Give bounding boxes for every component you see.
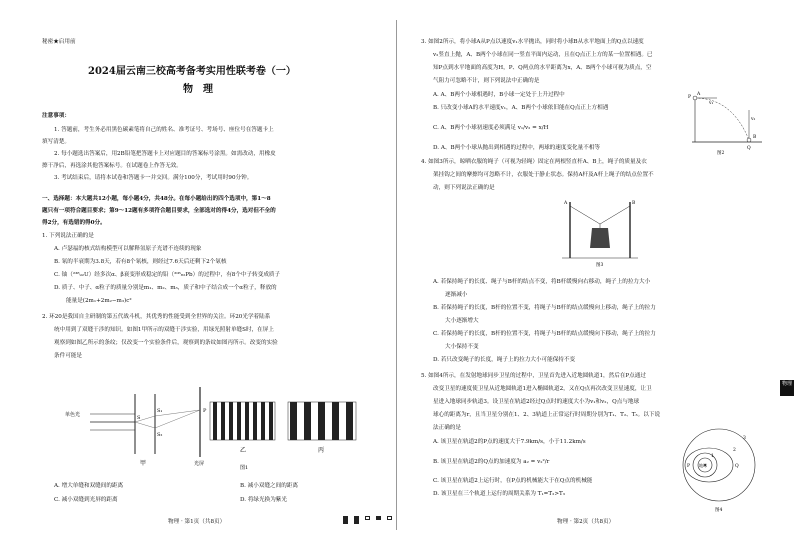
- q5-option-b: B. 该卫星在轨道2的Q点的加速度为 a₂ = v₂²/r: [433, 459, 550, 465]
- fig4-label: P: [687, 464, 691, 469]
- fig1-caption-bing: 丙: [318, 447, 325, 454]
- fig2-label: B: [753, 135, 757, 140]
- q5-option-d: D. 该卫星在三个轨道上运行的周期关系为 T₁=T₂>T₃: [433, 491, 566, 497]
- fig1-label: S₁: [157, 408, 163, 414]
- q1-option-a: A. 卢瑟福的核式结构模型可以解释氢原子光谱不连续的现象: [54, 246, 202, 252]
- q4-stem: 动，则下列说法正确的是: [433, 185, 495, 191]
- q3-stem: v₂竖直上抛，A、B两个小球在同一竖直平面内运动，且在Q点正上方的某一位置相遇。已: [433, 52, 653, 58]
- q3-option-b: B. 只改变小球A的水平速度v₁，A、B两个小球依旧能在Q点正上方相遇: [433, 105, 609, 111]
- q4-option-a: A. 若保持绳子的长度、绳子与B杆的结点不变，将B杆缓慢向右移动，绳子上的拉力大小: [433, 279, 651, 285]
- footer-marks: [340, 516, 397, 524]
- footer-page-1: 物理 · 第1页（共8页）: [168, 519, 226, 525]
- fig1-caption-yi: 乙: [240, 447, 247, 454]
- fig2-label: v₁: [709, 101, 714, 106]
- fig2-label: Q: [747, 146, 751, 151]
- q2-option-b: B. 减小双缝之间的距离: [240, 483, 299, 489]
- q3-stem: 气阻力可忽略不计，则下列说法中正确的是: [433, 78, 540, 84]
- q4-option-c: C. 若保持绳子的长度，B杆的位置不变，将绳子与B杆的结点缓慢向下移动，绳子上的拉力: [433, 331, 656, 337]
- q4-option-d: D. 若只改变绳子的长度，绳子上的拉力大小可能保持不变: [433, 357, 576, 363]
- fig2-number: 图2: [717, 151, 725, 156]
- q4-stem: 架挂钩之间的摩擦均可忽略不计，衣服处于静止状态。保持A杆及A杆上绳子的结点位置不: [433, 172, 654, 178]
- q4-option-a-cont: 逐渐减小: [445, 292, 468, 298]
- q2-stem: 2. 环20是我国自主研制的第五代战斗机，其优秀的性能受到全世界的关注。环20光学着陆系: [42, 314, 271, 320]
- fringe-pattern-yi: [210, 402, 275, 454]
- q5-option-c: C. 该卫星在轨道2上运行时，在P点的机械能大于在Q点的机械能: [433, 478, 593, 484]
- secret-mark: 秘密★启用前: [42, 39, 76, 45]
- notice-line: 1. 答题前，考生务必用黑色碳素笔将自己的姓名、准考证号、考场号、座位号在答题卡上: [54, 127, 274, 133]
- fig1-number: 图1: [240, 465, 249, 471]
- q4-option-b: B. 若保持绳子的长度，B杆的位置不变，将绳子与B杆的结点缓慢向上移动，绳子上的拉力: [433, 305, 656, 311]
- section-heading: 题只有一项符合题目要求；第9～12题有多项符合题目要求，全部选对的得4分，选对但不全的: [42, 208, 276, 214]
- q5-stem: 改变卫星的速度使卫星从近地圆轨道1进入椭圆轨道2，又在Q点再次改变卫星速度，让卫: [433, 386, 652, 392]
- q2-stem: 观察到如图乙所示的条纹；仅改变一个实验条件后，观察到的条纹如图丙所示。改变的实验: [54, 340, 278, 346]
- q2-stem: 条件可能是: [54, 353, 82, 359]
- q4-option-c-cont: 大小保持不变: [445, 344, 479, 350]
- q1-option-c: C. 铀（²³⁸₉₂U）经多次α、β衰变形成稳定的铅（²⁰⁶₈₂Pb）的过程中，有8个中子转变成质子: [54, 272, 281, 278]
- fig3-label: A: [564, 201, 568, 206]
- section-heading: 一、选择题：本大题共12小题，每小题4分，共48分。在每小题给出的四个选项中，第1～8: [42, 196, 271, 202]
- q2-option-a: A. 增大单缝和双缝间的距离: [54, 483, 124, 489]
- fig3-label: B: [632, 201, 636, 206]
- fig3-number: 图3: [596, 263, 604, 268]
- figure-1: [60, 372, 360, 472]
- fig1-label: 光屏: [194, 461, 205, 467]
- q5-stem: 5. 如图4所示，在发射地球同步卫星的过程中，卫星首先进入近地圆轨道1，然后在P点通过: [421, 373, 646, 379]
- q2-option-d: D. 将绿光换为紫光: [240, 497, 287, 503]
- q3-stem: 知P点到水平地面的高度为H，P、Q两点的水平距离为x，A、B两个小球可视为质点，空: [433, 65, 652, 71]
- q1-option-d: D. 质子、中子、α粒子的质量分别是m₁、m₂、m₃，质子和中子结合成一个α粒子，释放的: [54, 285, 277, 291]
- fig4-label: 1: [711, 454, 714, 459]
- q3-option-d: D. A、B两个小球从抛出到相遇的过程中，两球的速度变化量不相等: [433, 145, 601, 151]
- q3-stem: 3. 如图2所示，将小球A从P点以速度v₁水平抛出，同时将小球B从水平地面上的Q点以速度: [421, 39, 644, 45]
- footer-page-2: 物理 · 第2页（共8页）: [557, 519, 615, 525]
- q1-stem: 1. 下列说法正确的是: [42, 233, 94, 239]
- fig4-label: 地球: [699, 463, 707, 468]
- figure-3: [552, 196, 652, 268]
- notice-heading: 注意事项：: [42, 113, 70, 119]
- q2-option-c: C. 减小双缝到光屏的距离: [54, 497, 118, 503]
- fig4-number: 图4: [715, 508, 723, 513]
- fig4-label: 2: [733, 448, 736, 453]
- fig1-label: S₂: [157, 432, 163, 438]
- section-heading: 得2分，有选错的得0分。: [42, 220, 106, 226]
- side-tab: 物理: [780, 380, 794, 396]
- figure-2: [687, 90, 767, 156]
- q4-stem: 4. 如图3所示，晾晒衣服的绳子（可视为轻绳）固定在两根竖直杆A、B上，绳子的质量及衣: [421, 159, 647, 165]
- right-page: [397, 0, 794, 544]
- q5-stem: 球心的距离为r，且当卫星分别在1、2、3轨道上正常运行时周期分别为T₁、T₂、T₃。以下说: [433, 412, 661, 418]
- q4-option-b-cont: 大小逐渐增大: [445, 318, 479, 324]
- q3-option-a: A. A、B两个小球相遇时，B小球一定处于上升过程中: [433, 92, 565, 98]
- q2-stem: 统中用到了双缝干涉的知识。如图1甲所示的双缝干涉实验，用绿光照射单缝S时，在屏上: [54, 327, 274, 333]
- fig2-label: A: [697, 92, 701, 97]
- q5-stem: 星进入地球同步轨道3。设卫星在轨道2经过Q点时的速度大小为v₁和v₂，Q点与地球: [433, 399, 640, 405]
- fig1-caption-jia: 甲: [140, 460, 147, 467]
- notice-line: 擦干净后，再选涂其他答案标号。在试题卷上作答无效。: [42, 163, 182, 169]
- fringe-pattern-bing: [288, 402, 356, 454]
- q5-stem: 法正确的是: [433, 425, 461, 431]
- subject-title: 物 理: [183, 84, 213, 95]
- fig1-label: S: [137, 415, 141, 421]
- fig1-label: 单色光: [65, 412, 81, 418]
- notice-line: 2. 每小题选出答案后，用2B铅笔把答题卡上对应题目的答案标号涂黑。如需改动，用橡皮: [54, 151, 276, 157]
- fig4-label: Q: [735, 464, 739, 469]
- fig4-label: 3: [743, 436, 746, 441]
- figure-4: [675, 425, 771, 513]
- fig1-label: P: [203, 408, 207, 414]
- fig2-label: v₂: [751, 117, 756, 122]
- q5-option-a: A. 该卫星在轨道2的P点的速度大于7.9km/s，小于11.2km/s: [433, 439, 586, 445]
- q3-option-c: C. A、B两个小球初速度必须满足 v₁/v₂ = x/H: [433, 125, 549, 131]
- exam-title: 2024届云南三校高考备考实用性联考卷（一）: [88, 66, 296, 77]
- double-slit-diagram: [65, 387, 207, 467]
- q1-option-b: B. 氡的半衰期为3.8天，若有8个氡核，则经过7.6天后还剩下2个氡核: [54, 259, 227, 265]
- q1-option-d-cont: 能量是(2m₁+2m₂−m₃)c²: [66, 298, 132, 304]
- notice-line: 3. 考试结束后，请将本试卷和答题卡一并交回。满分100分，考试用时90分钟。: [54, 175, 253, 181]
- fig2-label: P: [688, 95, 692, 100]
- notice-line: 填写清楚。: [42, 139, 70, 145]
